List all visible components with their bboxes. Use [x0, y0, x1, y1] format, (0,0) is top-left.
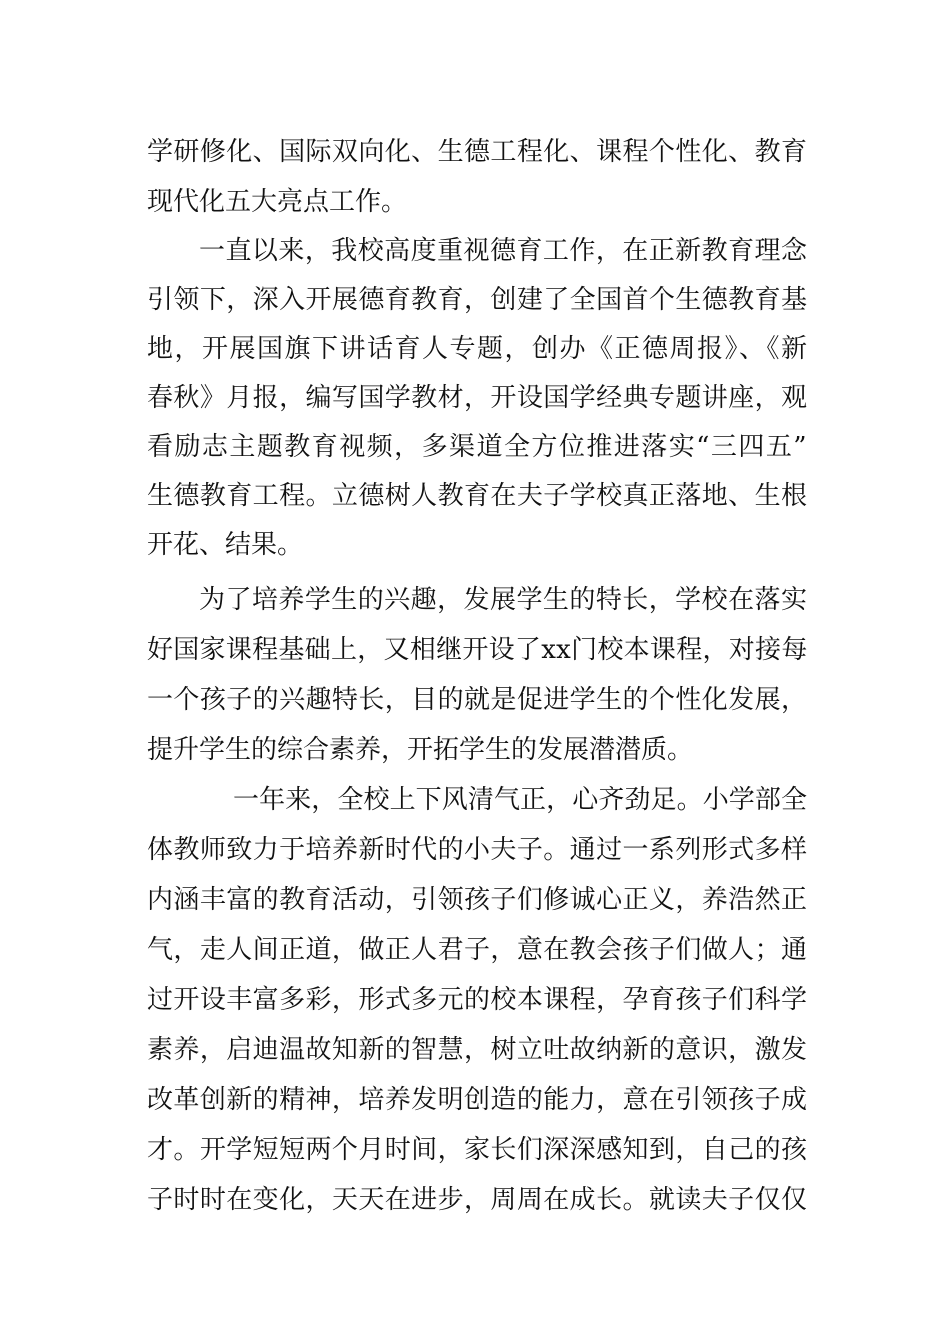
text-line: 地，开展国旗下讲话育人专题，创办《正德周报》、《新 [147, 334, 809, 364]
text-line: 才。开学短短两个月时间，家长们深深感知到，自己的孩 [147, 1135, 808, 1165]
text-line: 春秋》月报，编写国学教材，开设国学经典专题讲座，观 [147, 383, 808, 413]
text-line: 素养，启迪温故知新的智慧，树立吐故纳新的意识，激发 [147, 1035, 808, 1065]
text-line: 现代化五大亮点工作。 [147, 187, 408, 217]
text-line: 体教师致力于培养新时代的小夫子。通过一系列形式多样 [147, 835, 808, 865]
text-line: 气，走人间正道，做正人君子，意在教会孩子们做人；通 [147, 935, 808, 965]
text-line: 好国家课程基础上，又相继开设了xx门校本课程，对接每 [147, 635, 808, 665]
text-line: 过开设丰富多彩，形式多元的校本课程，孕育孩子们科学 [147, 985, 808, 1015]
text-line: 子时时在变化，天天在进步，周周在成长。就读夫子仅仅 [147, 1185, 808, 1215]
text-line: 改革创新的精神，培养发明创造的能力，意在引领孩子成 [147, 1085, 808, 1115]
text-line: 开花、结果。 [147, 530, 304, 560]
paragraph-first-line: 为了培养学生的兴趣，发展学生的特长，学校在落实 [199, 585, 808, 615]
paragraph-first-line: 一年来，全校上下风清气正，心齐劲足。小学部全 [233, 785, 808, 815]
text-line: 学研修化、国际双向化、生德工程化、课程个性化、教育 [147, 137, 808, 167]
text-line: 看励志主题教育视频，多渠道全方位推进落实“三四五” [147, 432, 809, 462]
text-line: 引领下，深入开展德育教育，创建了全国首个生德教育基 [147, 285, 808, 315]
paragraph-first-line: 一直以来，我校高度重视德育工作，在正新教育理念 [199, 236, 808, 266]
text-line: 内涵丰富的教育活动，引领孩子们修诚心正义，养浩然正 [147, 885, 808, 915]
text-line: 一个孩子的兴趣特长，目的就是促进学生的个性化发展， [147, 685, 808, 715]
text-line: 提升学生的综合素养，开拓学生的发展潜潜质。 [147, 735, 694, 765]
text-line: 生德教育工程。立德树人教育在夫子学校真正落地、生根 [147, 481, 808, 511]
